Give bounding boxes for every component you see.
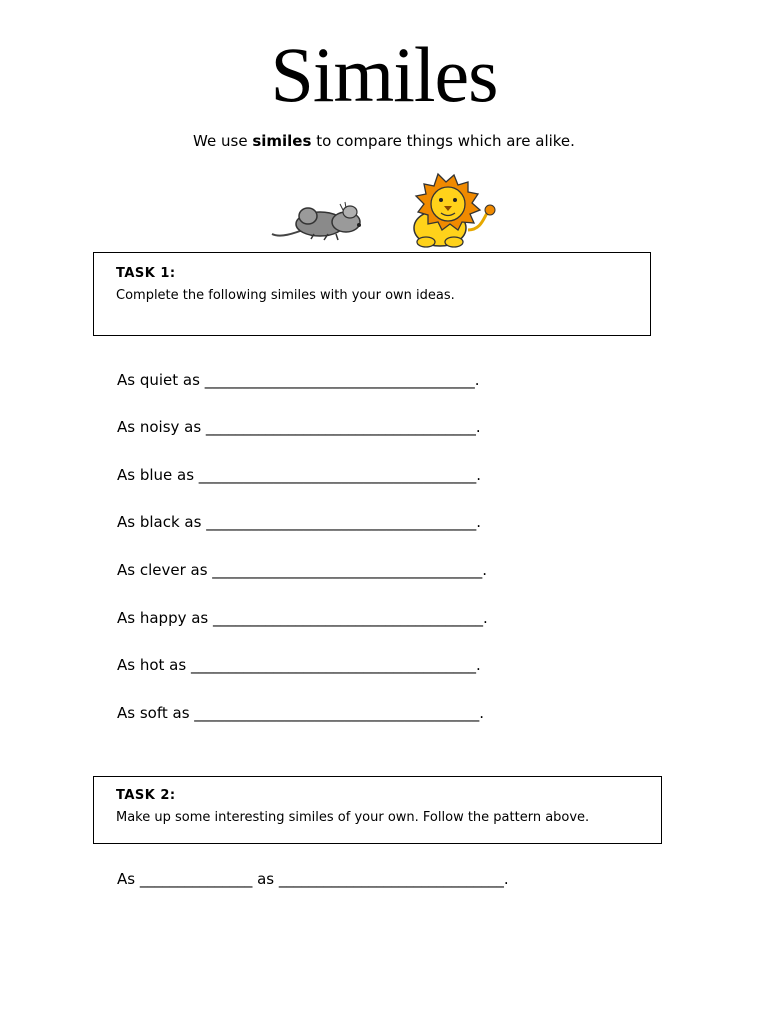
lion-illustration xyxy=(396,172,496,248)
intro-sentence xyxy=(0,130,768,152)
intro-keyword: similes xyxy=(252,132,312,150)
task-2-box xyxy=(93,776,662,844)
simile-line: As hot as ______________________________________. xyxy=(117,656,481,674)
task-1-heading: TASK 1: xyxy=(116,266,176,281)
task-1-box xyxy=(93,252,651,336)
pattern-line: As _______________ as ______________________________. xyxy=(117,870,509,888)
simile-line: As noisy as ____________________________________. xyxy=(117,418,481,436)
task-2-instruction: Make up some interesting similes of your own. Follow the pattern above. xyxy=(116,810,590,825)
simile-line: As blue as _____________________________________. xyxy=(117,466,482,484)
task-2-heading: TASK 2: xyxy=(116,788,176,803)
illustrations xyxy=(268,172,500,248)
intro-text-after: to compare things which are alike. xyxy=(311,132,575,150)
simile-line: As happy as ____________________________________. xyxy=(117,609,488,627)
task-1-instruction: Complete the following similes with your own ideas. xyxy=(116,288,455,303)
simile-line: As soft as ______________________________________. xyxy=(117,704,485,722)
page-title: Similes xyxy=(270,31,498,118)
mouse-illustration xyxy=(268,194,366,244)
simile-line: As black as ____________________________________. xyxy=(117,513,481,531)
intro-text-before: We use xyxy=(193,132,253,150)
simile-line: As quiet as ____________________________________. xyxy=(117,371,480,389)
simile-line: As clever as ____________________________________. xyxy=(117,561,488,579)
